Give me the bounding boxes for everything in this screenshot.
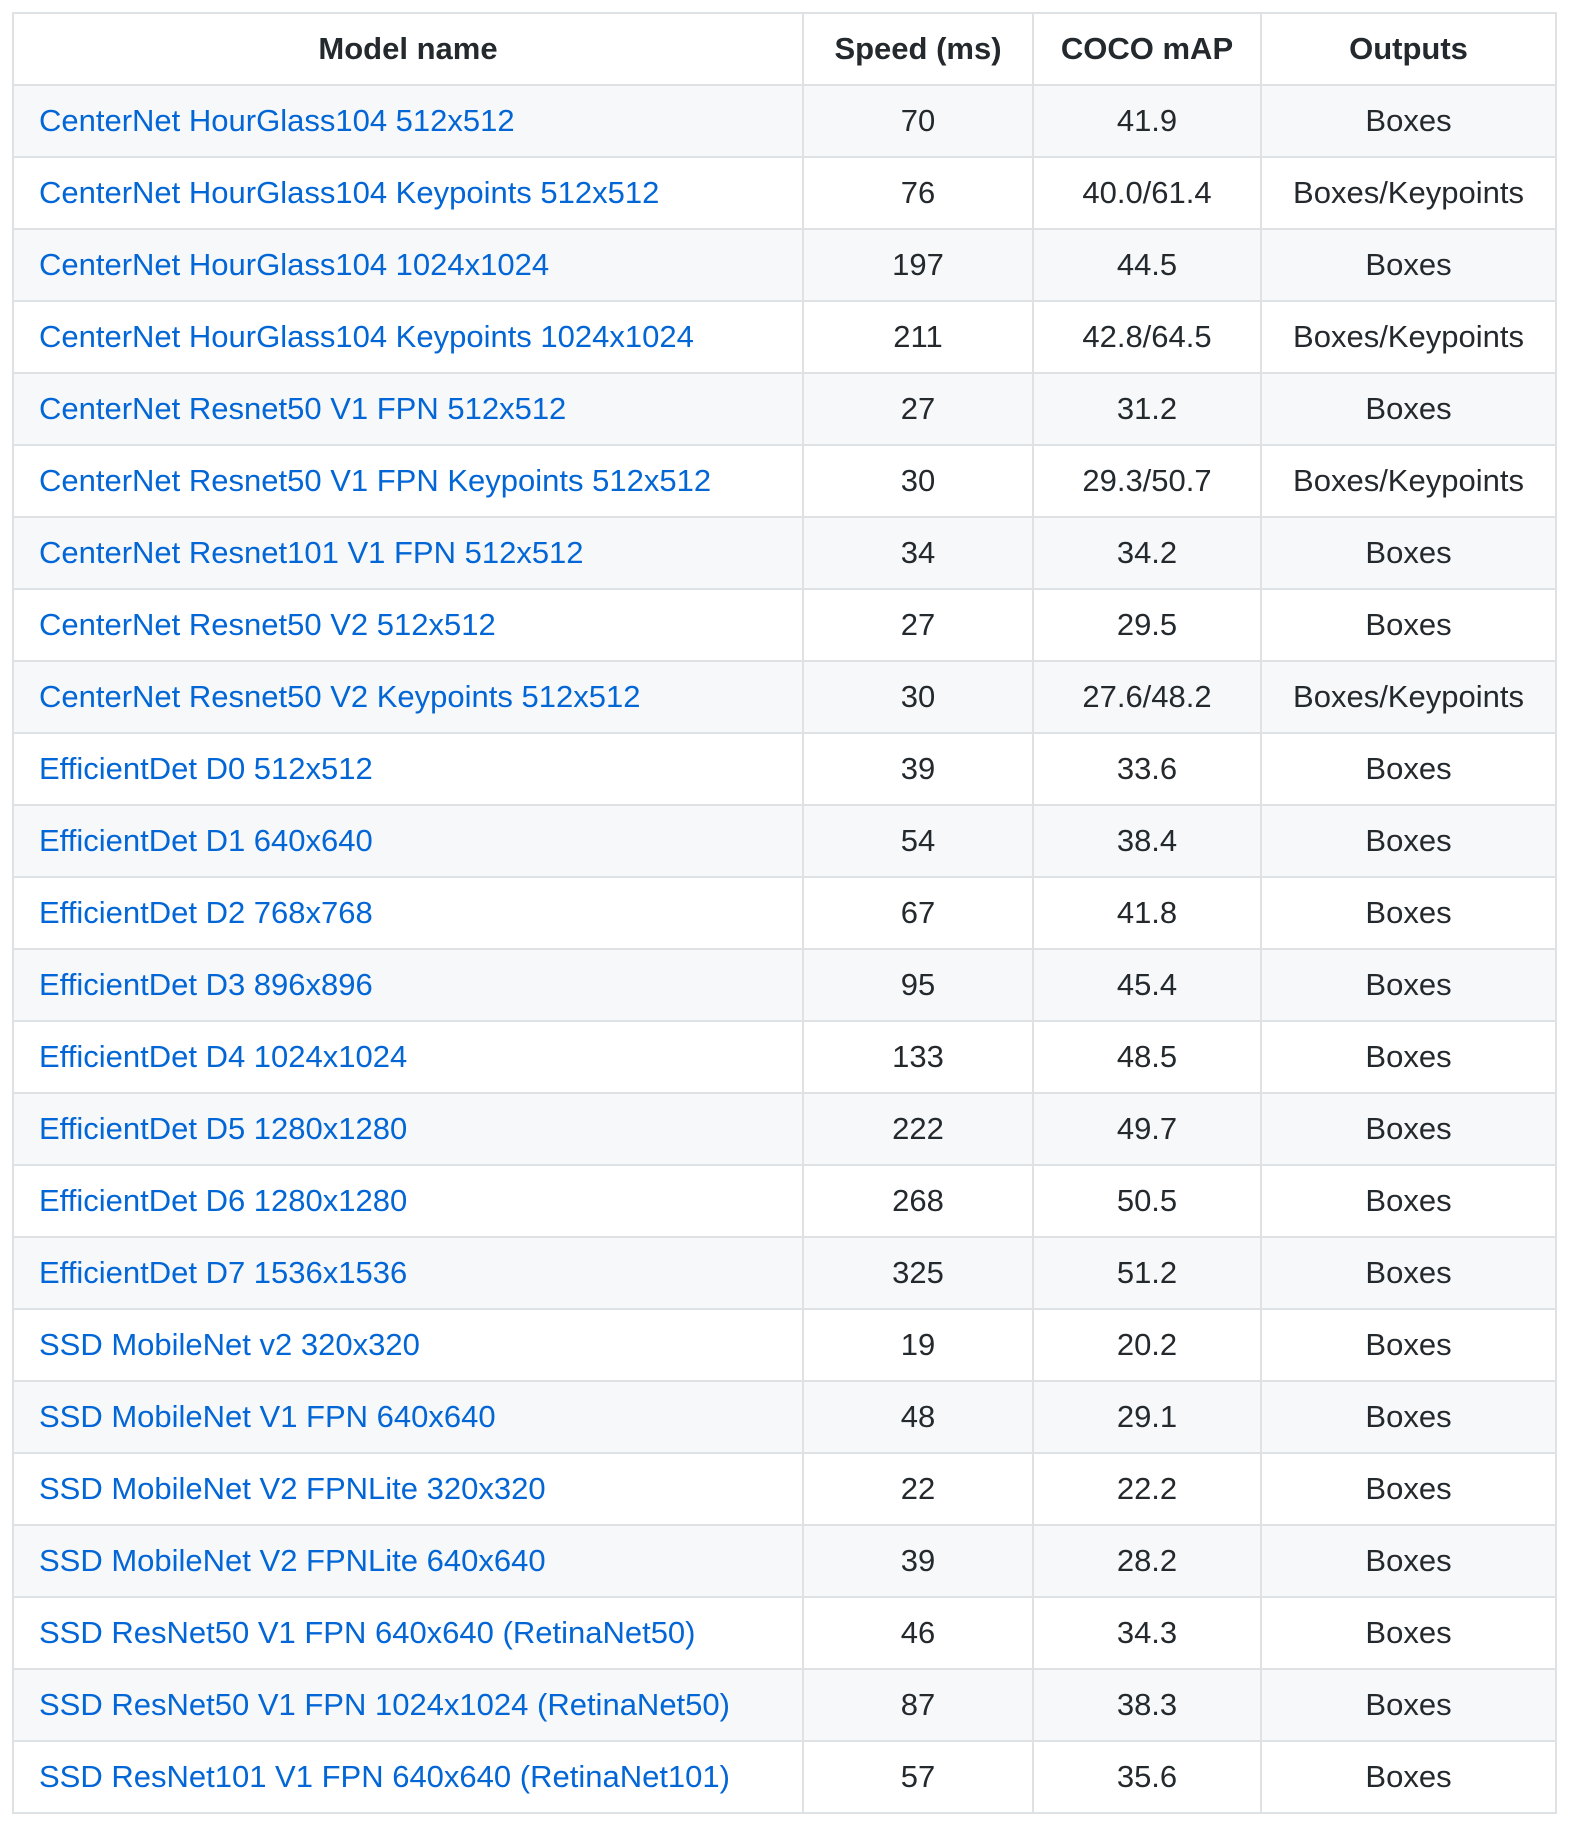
model-name-cell <box>13 373 803 445</box>
model-link[interactable]: CenterNet Resnet50 V2 512x512 <box>39 607 496 642</box>
outputs-cell: Boxes <box>1261 1597 1556 1669</box>
outputs-cell: Boxes/Keypoints <box>1261 661 1556 733</box>
table-row <box>13 301 1556 373</box>
model-link[interactable]: EfficientDet D5 1280x1280 <box>39 1111 408 1146</box>
table-row <box>13 1741 1556 1813</box>
outputs-cell: Boxes <box>1261 1525 1556 1597</box>
speed-cell: 46 <box>803 1597 1033 1669</box>
speed-cell: 54 <box>803 805 1033 877</box>
table-row <box>13 589 1556 661</box>
model-name-cell <box>13 877 803 949</box>
header-row <box>13 13 1556 85</box>
table-row <box>13 157 1556 229</box>
coco-map-cell: 29.5 <box>1033 589 1261 661</box>
speed-cell: 34 <box>803 517 1033 589</box>
coco-map-cell: 20.2 <box>1033 1309 1261 1381</box>
table-row <box>13 1093 1556 1165</box>
coco-map-cell: 31.2 <box>1033 373 1261 445</box>
coco-map-cell: 40.0/61.4 <box>1033 157 1261 229</box>
model-link[interactable]: CenterNet Resnet101 V1 FPN 512x512 <box>39 535 584 570</box>
model-name-cell <box>13 1741 803 1813</box>
table-row <box>13 1453 1556 1525</box>
outputs-cell: Boxes <box>1261 1669 1556 1741</box>
speed-cell: 268 <box>803 1165 1033 1237</box>
coco-map-cell: 29.3/50.7 <box>1033 445 1261 517</box>
speed-cell: 19 <box>803 1309 1033 1381</box>
table-row <box>13 85 1556 157</box>
table-row <box>13 445 1556 517</box>
coco-map-cell: 33.6 <box>1033 733 1261 805</box>
model-name-cell <box>13 1453 803 1525</box>
model-link[interactable]: CenterNet HourGlass104 Keypoints 1024x1024 <box>39 319 694 354</box>
speed-cell: 22 <box>803 1453 1033 1525</box>
outputs-cell: Boxes/Keypoints <box>1261 301 1556 373</box>
outputs-cell: Boxes <box>1261 949 1556 1021</box>
model-name-cell <box>13 1669 803 1741</box>
model-link[interactable]: CenterNet Resnet50 V2 Keypoints 512x512 <box>39 679 641 714</box>
speed-cell: 39 <box>803 1525 1033 1597</box>
outputs-cell: Boxes <box>1261 733 1556 805</box>
model-name-cell <box>13 517 803 589</box>
model-link[interactable]: SSD MobileNet V2 FPNLite 640x640 <box>39 1543 546 1578</box>
model-name-cell <box>13 445 803 517</box>
coco-map-cell: 48.5 <box>1033 1021 1261 1093</box>
coco-map-cell: 51.2 <box>1033 1237 1261 1309</box>
coco-map-cell: 38.3 <box>1033 1669 1261 1741</box>
speed-cell: 70 <box>803 85 1033 157</box>
model-link[interactable]: SSD MobileNet V2 FPNLite 320x320 <box>39 1471 546 1506</box>
model-name-cell <box>13 85 803 157</box>
speed-cell: 95 <box>803 949 1033 1021</box>
table-row <box>13 805 1556 877</box>
column-header-coco-map: COCO mAP <box>1033 13 1261 85</box>
speed-cell: 27 <box>803 589 1033 661</box>
model-link[interactable]: CenterNet HourGlass104 Keypoints 512x512 <box>39 175 660 210</box>
model-name-cell <box>13 661 803 733</box>
model-name-cell <box>13 1597 803 1669</box>
table-row <box>13 1669 1556 1741</box>
model-link[interactable]: CenterNet Resnet50 V1 FPN Keypoints 512x512 <box>39 463 712 498</box>
table-row <box>13 1597 1556 1669</box>
table-row <box>13 1525 1556 1597</box>
model-name-cell <box>13 805 803 877</box>
coco-map-cell: 34.2 <box>1033 517 1261 589</box>
model-name-cell <box>13 1237 803 1309</box>
coco-map-cell: 50.5 <box>1033 1165 1261 1237</box>
table-body <box>13 85 1556 1813</box>
outputs-cell: Boxes <box>1261 589 1556 661</box>
coco-map-cell: 28.2 <box>1033 1525 1261 1597</box>
coco-map-cell: 41.9 <box>1033 85 1261 157</box>
model-link[interactable]: CenterNet HourGlass104 512x512 <box>39 103 515 138</box>
coco-map-cell: 41.8 <box>1033 877 1261 949</box>
coco-map-cell: 29.1 <box>1033 1381 1261 1453</box>
outputs-cell: Boxes/Keypoints <box>1261 157 1556 229</box>
model-link[interactable]: CenterNet Resnet50 V1 FPN 512x512 <box>39 391 567 426</box>
model-zoo-table <box>12 12 1557 1814</box>
speed-cell: 27 <box>803 373 1033 445</box>
speed-cell: 325 <box>803 1237 1033 1309</box>
table-header <box>13 13 1556 85</box>
outputs-cell: Boxes <box>1261 1381 1556 1453</box>
speed-cell: 87 <box>803 1669 1033 1741</box>
outputs-cell: Boxes <box>1261 85 1556 157</box>
column-header-outputs: Outputs <box>1261 13 1556 85</box>
speed-cell: 30 <box>803 661 1033 733</box>
model-name-cell <box>13 733 803 805</box>
table-row <box>13 1381 1556 1453</box>
column-header-model-name: Model name <box>13 13 803 85</box>
speed-cell: 67 <box>803 877 1033 949</box>
speed-cell: 76 <box>803 157 1033 229</box>
model-link[interactable]: EfficientDet D2 768x768 <box>39 895 373 930</box>
model-link[interactable]: SSD MobileNet V1 FPN 640x640 <box>39 1399 496 1434</box>
speed-cell: 211 <box>803 301 1033 373</box>
table-row <box>13 373 1556 445</box>
coco-map-cell: 38.4 <box>1033 805 1261 877</box>
speed-cell: 222 <box>803 1093 1033 1165</box>
model-link[interactable]: SSD ResNet101 V1 FPN 640x640 (RetinaNet101) <box>39 1759 730 1794</box>
table-row <box>13 877 1556 949</box>
outputs-cell: Boxes <box>1261 1021 1556 1093</box>
speed-cell: 197 <box>803 229 1033 301</box>
outputs-cell: Boxes <box>1261 517 1556 589</box>
model-name-cell <box>13 589 803 661</box>
model-link[interactable]: EfficientDet D4 1024x1024 <box>39 1039 408 1074</box>
speed-cell: 48 <box>803 1381 1033 1453</box>
speed-cell: 39 <box>803 733 1033 805</box>
coco-map-cell: 45.4 <box>1033 949 1261 1021</box>
model-name-cell <box>13 157 803 229</box>
table-row <box>13 1165 1556 1237</box>
model-link[interactable]: EfficientDet D7 1536x1536 <box>39 1255 408 1290</box>
table-row <box>13 229 1556 301</box>
model-link[interactable]: EfficientDet D0 512x512 <box>39 751 373 786</box>
speed-cell: 133 <box>803 1021 1033 1093</box>
outputs-cell: Boxes <box>1261 1453 1556 1525</box>
model-name-cell <box>13 1381 803 1453</box>
model-link[interactable]: SSD ResNet50 V1 FPN 1024x1024 (RetinaNet50) <box>39 1687 730 1722</box>
coco-map-cell: 34.3 <box>1033 1597 1261 1669</box>
model-zoo-table-container <box>12 12 1555 1814</box>
outputs-cell: Boxes <box>1261 1093 1556 1165</box>
table-row <box>13 661 1556 733</box>
table-row <box>13 517 1556 589</box>
model-name-cell <box>13 301 803 373</box>
outputs-cell: Boxes <box>1261 1165 1556 1237</box>
table-row <box>13 1021 1556 1093</box>
outputs-cell: Boxes <box>1261 805 1556 877</box>
outputs-cell: Boxes <box>1261 1741 1556 1813</box>
outputs-cell: Boxes/Keypoints <box>1261 445 1556 517</box>
model-name-cell <box>13 949 803 1021</box>
coco-map-cell: 22.2 <box>1033 1453 1261 1525</box>
model-link[interactable]: EfficientDet D3 896x896 <box>39 967 373 1002</box>
coco-map-cell: 27.6/48.2 <box>1033 661 1261 733</box>
table-row <box>13 1237 1556 1309</box>
coco-map-cell: 42.8/64.5 <box>1033 301 1261 373</box>
coco-map-cell: 49.7 <box>1033 1093 1261 1165</box>
outputs-cell: Boxes <box>1261 229 1556 301</box>
table-row <box>13 949 1556 1021</box>
outputs-cell: Boxes <box>1261 373 1556 445</box>
model-link[interactable]: SSD MobileNet v2 320x320 <box>39 1327 420 1362</box>
model-name-cell <box>13 1021 803 1093</box>
model-name-cell <box>13 1093 803 1165</box>
model-link[interactable]: EfficientDet D1 640x640 <box>39 823 373 858</box>
model-name-cell <box>13 1525 803 1597</box>
table-row <box>13 1309 1556 1381</box>
model-link[interactable]: SSD ResNet50 V1 FPN 640x640 (RetinaNet50) <box>39 1615 696 1650</box>
outputs-cell: Boxes <box>1261 877 1556 949</box>
outputs-cell: Boxes <box>1261 1309 1556 1381</box>
coco-map-cell: 44.5 <box>1033 229 1261 301</box>
model-link[interactable]: EfficientDet D6 1280x1280 <box>39 1183 408 1218</box>
model-name-cell <box>13 1309 803 1381</box>
coco-map-cell: 35.6 <box>1033 1741 1261 1813</box>
speed-cell: 30 <box>803 445 1033 517</box>
speed-cell: 57 <box>803 1741 1033 1813</box>
model-link[interactable]: CenterNet HourGlass104 1024x1024 <box>39 247 550 282</box>
model-name-cell <box>13 229 803 301</box>
table-row <box>13 733 1556 805</box>
model-name-cell <box>13 1165 803 1237</box>
column-header-speed: Speed (ms) <box>803 13 1033 85</box>
outputs-cell: Boxes <box>1261 1237 1556 1309</box>
